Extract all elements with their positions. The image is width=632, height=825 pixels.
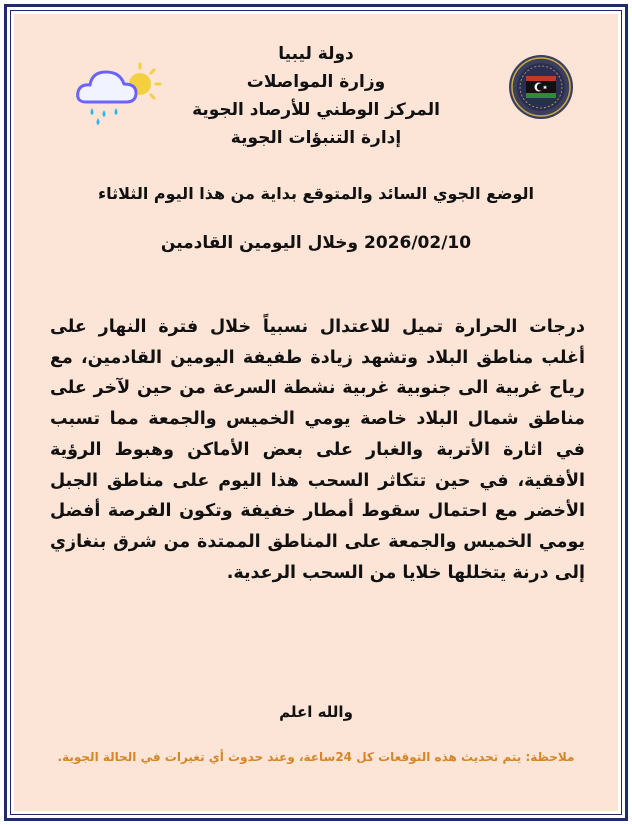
forecast-date-line: 2026/02/10 وخلال اليومين القادمين [160,233,472,253]
forecast-body: درجات الحرارة تميل للاعتدال نسبياً خلال فترة النهار على أغلب مناطق البلاد وتشهد زيادة طفيفة اليومين القادمين، مع رياح غربية الى جنوبية غربية نشطة السرعة من حين لآخر على مناطق شمال البلاد خاصة يومي الخميس والجمعة مما تسبب في اثارة الأتربة والغبار على بعض الأماكن وهبوط الرؤية الأفقية، في حين تتكاثر السحب هذا اليوم على مناطق الجبل الأخضر مع احتمال سقوط أمطار خفيفة وتكون الفرصة أفضل يومي الخميس والجمعة على المناطق الممتدة من شرق بنغازي إلى درنة يتخللها خلايا من السحب الرعدية. [50,317,585,583]
cloud-rain-sun-icon [72,60,168,126]
update-note: ملاحظة: يتم تحديث هذه التوقعات كل 24ساعة، وعند حدوث أي تغيرات في الحالة الجوية. [57,750,575,764]
meteorological-center-logo [508,54,574,120]
forecast-title: الوضع الجوي السائد والمتوقع بداية من هذا اليوم الثلاثاء [97,184,535,203]
header-center: المركز الوطني للأرصاد الجوية [192,100,440,120]
header-ministry: وزارة المواصلات [246,72,386,92]
closing-phrase: والله اعلم [279,703,353,721]
header-department: إدارة التنبؤات الجوية [230,128,402,148]
header-country: دولة ليبيا [278,44,354,64]
